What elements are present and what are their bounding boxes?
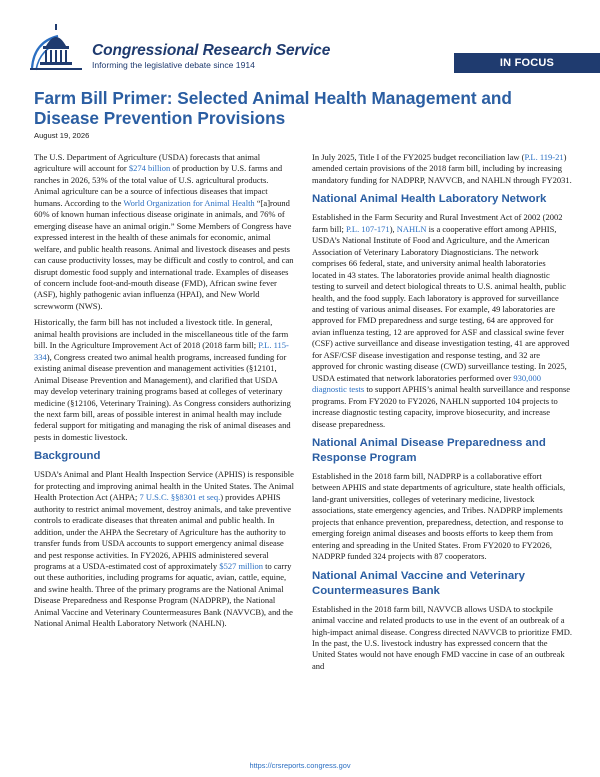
heading-nadprp: National Animal Disease Preparedness and Response Program [312, 436, 546, 464]
background-paragraph [34, 469, 294, 629]
link-7-usc-8301[interactable]: 7 U.S.C. §§8301 et seq. [139, 492, 221, 503]
link-nahln[interactable]: NAHLN [396, 223, 427, 234]
link-274-billion[interactable]: $274 billion [128, 163, 171, 174]
text-run: ), Congress created two animal health programs, increased funding for existing animal disease prevention and management activities (§12101, Animal Disease Prevention and Management), and clarified that USDA may develop veterinary training programs based at colleges of veterinary medicine (§12106, Veterinary Training). As Congress considers authorizing the next farm bill, areas of possible interest in animal health may include federal support for mitigating and managing the risk of animal diseases and pests in domestic livestock. [34, 351, 291, 442]
document-date: August 19, 2026 [34, 131, 90, 140]
text-run: In July 2025, Title I of the FY2025 budget reconciliation law ( [312, 152, 525, 162]
heading-navvcb: National Animal Vaccine and Veterinary Countermeasures Bank [312, 569, 525, 597]
org-name: Congressional Research Service [92, 42, 331, 59]
text-run: ) amended certain provisions of the 2018 farm bill, including by increasing mandatory funding for NADPRP, NAVVCB, and NAHLN through FY2031. [312, 152, 572, 185]
text-run: Historically, the farm bill has not included a livestock title. In general, animal health provisions are included in the miscellaneous title of the farm bill. In the Agriculture Improvement Act of 2018 (2018 farm bill; [34, 317, 289, 351]
link-527-million[interactable]: $527 million [219, 560, 263, 571]
in-focus-badge: IN FOCUS [454, 53, 600, 73]
left-column [34, 152, 294, 635]
intro-paragraph [34, 152, 294, 312]
text-run: USDA’s Animal and Plant Health Inspection Service (APHIS) is responsible for protecting and improving animal health in the United States. The Animal Health Protection Act (AHPA; [34, 469, 294, 503]
heading-background: Background [34, 450, 101, 463]
report-header [0, 0, 600, 80]
text-run: to support APHIS’s animal health surveillance and response programs. From FY2020 to FY2026, NAHLN supported 104 projects to increase diagnostic testing capacity, improve biosecurity, and increase disease preparedness. [312, 384, 571, 429]
link-pl-115-334[interactable]: P.L. 115-334 [34, 340, 289, 362]
reconciliation-paragraph [312, 152, 572, 186]
text-run: of production by U.S. farms and ranches in 2026, 53% of the total value of U.S. agricultural products. Animal agriculture can be a source of infectious diseases that impact humans. According to the [34, 163, 283, 208]
nahln-paragraph [312, 212, 572, 430]
navvcb-paragraph: Established in the 2018 farm bill, NAVVCB allows USDA to stockpile animal vaccine and related products to use in the event of an outbreak of a high-impact animal disease. Congress directed NAVVCB to prioritize FMD. In the past, the U.S. livestock industry has expressed concern that the United States would not have enough FMD vaccine in case of an outbreak and [312, 603, 572, 671]
text-run: The U.S. Department of Agriculture (USDA) forecasts that animal agriculture will account for [34, 152, 261, 174]
link-woah[interactable]: World Organization for Animal Health [123, 197, 255, 208]
text-run: ) provides APHIS authority to restrict animal movement, destroy animals, and take preventive controls to eradicate diseases that threaten animal and public health. In addition, under the AHPA the Secretary of Agriculture has the authority to transfer funds from USDA accounts to support emergency animal disease and pest response activities. In FY2026, APHIS administered several programs at a USDA-estimated cost of approximately [34, 492, 292, 571]
link-930000-tests[interactable]: 930,000 diagnostic tests [312, 372, 541, 395]
text-run: Established in the Farm Security and Rural Investment Act of 2002 (2002 farm bill; [312, 212, 563, 234]
document-title: Farm Bill Primer: Selected Animal Health Management and Disease Prevention Provisions [34, 88, 512, 128]
org-tagline: Informing the legislative debate since 1914 [92, 60, 255, 70]
heading-nahln: National Animal Health Laboratory Network [312, 193, 547, 206]
text-run: ), [389, 223, 397, 234]
capitol-dome-icon [28, 22, 84, 72]
text-run: “[a]round 60% of known human infectious disease originate in animals, and 76% of emerging disease have an animal origin.” Some Members of Congress have expressed interest in the health of these animals for economic, animal welfare, and public health reasons. Animal and livestock diseases and pests can cause productivity losses, may be difficult and costly to control, and can disrupt domestic food supply and international trade. Examples of diseases of concern include foot-and-mouth disease (FMD), African swine fever (ASF), highly pathogenic avian influenza (HPAI), and New World screwworm (NWS). [34, 197, 294, 311]
history-paragraph [34, 317, 294, 443]
text-run: to carry out these authorities, including programs for aquatic, avian, cattle, equine, and swine health. Three of the primary programs are the National Animal Disease Preparedness and Response Program (NADPRP), the National Animal Vaccine and Veterinary Countermeasures Bank (NAVVCB), and the National Animal Health Laboratory Network (NAHLN). [34, 560, 293, 629]
link-pl-107-171[interactable]: P.L. 107-171 [346, 223, 390, 234]
footer-url[interactable]: https://crsreports.congress.gov [249, 761, 351, 770]
right-column [312, 152, 572, 677]
link-pl-119-21[interactable]: P.L. 119-21 [524, 152, 564, 162]
text-run: is a cooperative effort among APHIS, USDA’s National Institute of Food and Agriculture, and the American Association of Veterinary Laboratory Diagnosticians. The network comprises 66 federal, state, and university animal health laboratories located in 43 states. The laboratories provide animal health diagnostic testing to surveil and detect biological threats to U.S. animal health, public health, and the food supply. Each laboratory is approved for surveillance and testing of various animal diseases. For example, 49 laboratories are approved for FMD preparedness and surge testing, 64 are approved for avian influenza testing, 12 are approved for ASF and classical swine fever (CSF) active surveillance and disease investigation testing, 41 are approved for ASF/CSF disease investigation and response testing, and 32 are approved for chronic wasting disease (CWD) surveillance testing. In 2025, USDA estimated that network laboratories performed over [312, 223, 570, 383]
nadprp-paragraph: Established in the 2018 farm bill, NADPRP is a collaborative effort between APHIS and state departments of agriculture, state health officials, land-grant universities, colleges of veterinary medicine, livestock associations, state emergency agencies, and Tribes. NADPRP implements projects that enhance prevention, preparedness, detection, and response to emerging foreign animal diseases and boosts efforts to keep them from entering and spreading in the United States. From FY2020 to FY2026, NADPRP funded 324 projects with 87 cooperators. [312, 470, 566, 562]
